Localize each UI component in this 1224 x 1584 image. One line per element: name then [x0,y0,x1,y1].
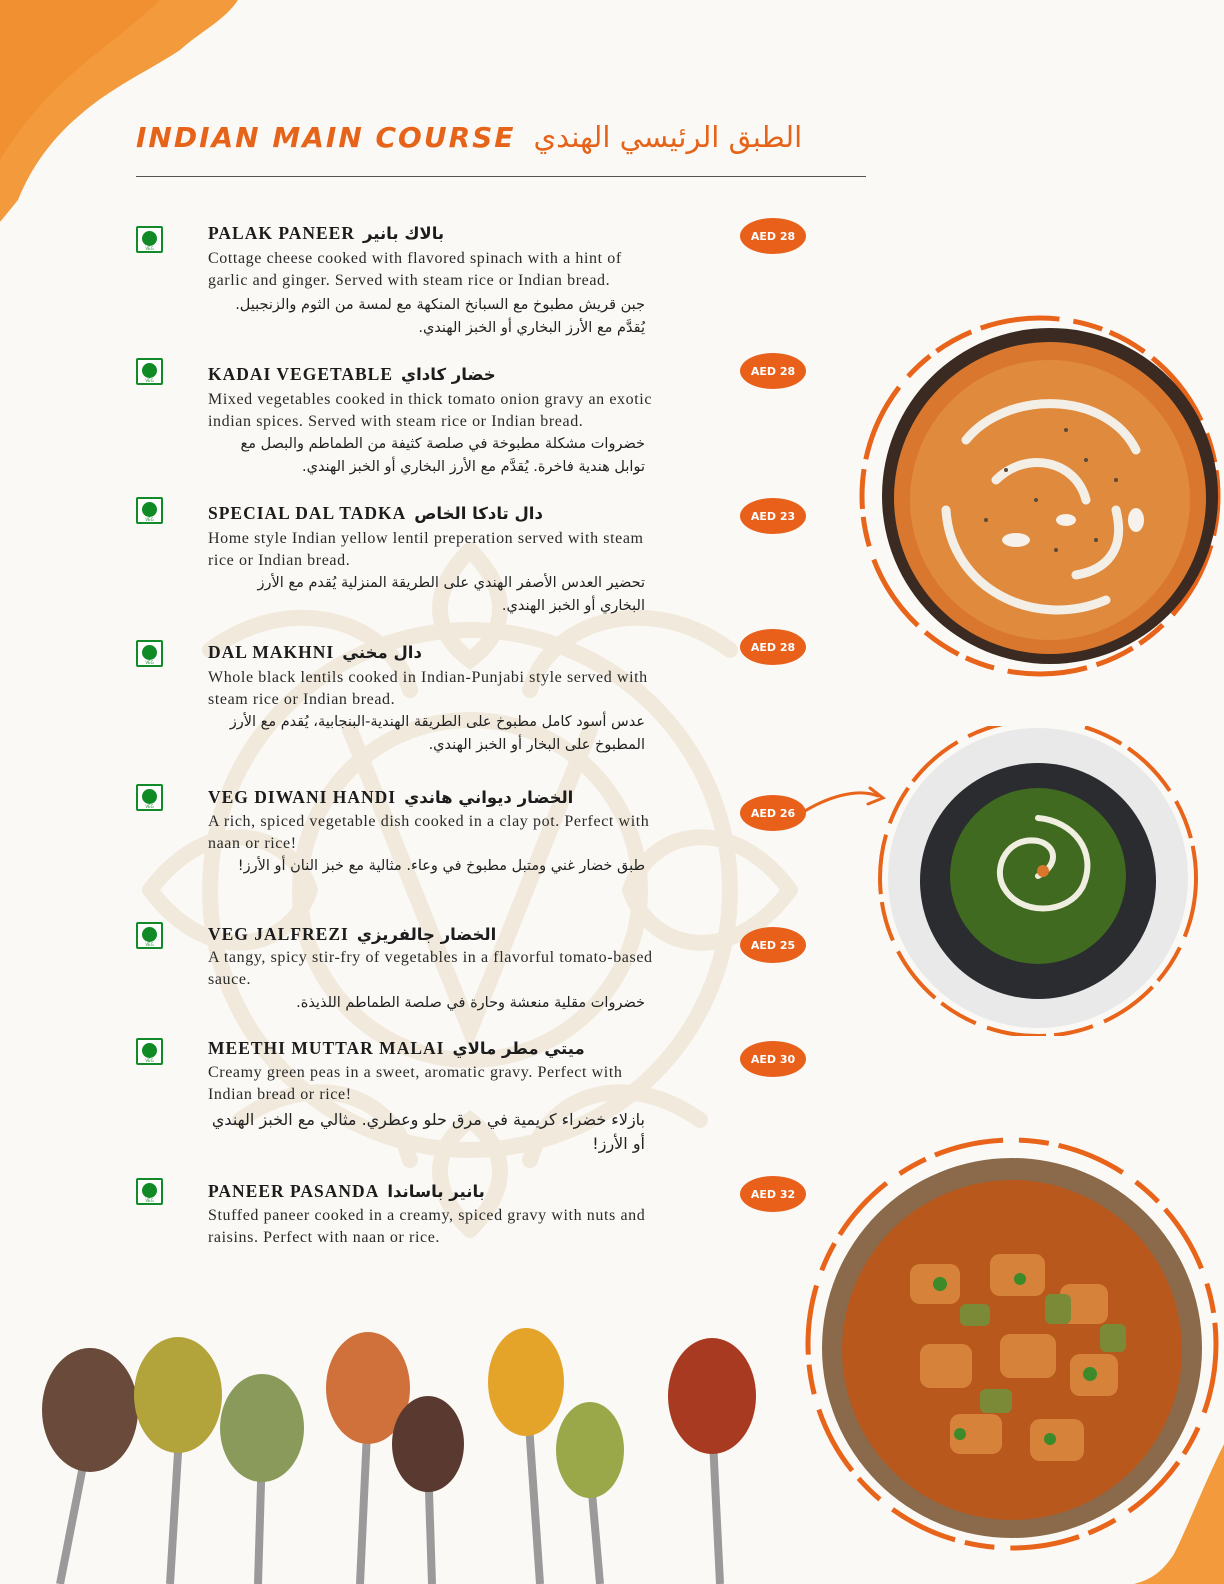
item-name: VEG JALFREZI الخضار جالفريزي [208,924,497,944]
price-badge: AED 28 [740,218,806,254]
curry-bowl-photo [856,310,1224,682]
price-badge: AED 32 [740,1176,806,1212]
item-description-en: Cottage cheese cooked with flavored spinach with a hint of garlic and ginger. Served with steam rice or Indian bread. [208,250,622,289]
item-description-en: Stuffed paneer cooked in a creamy, spiced gravy with nuts and raisins. Perfect with naan or rice. [208,1207,646,1246]
veg-icon: VEG [136,922,163,949]
price-badge: AED 28 [740,353,806,389]
item-name: PANEER PASANDA بانير باساندا [208,1181,485,1201]
item-name: VEG DIWANI HANDI الخضار ديواني هاندي [208,787,574,807]
veg-icon: VEG [136,497,163,524]
item-description-ar: عدس أسود كامل مطبوخ على الطريقة الهندية-البنجابية، يُقدم مع الأرز المطبوخ على البخار أو الخبز الهندي. [229,714,645,753]
item-description-ar: جبن قريش مطبوخ مع السبانخ المنكهة مع لمسة من الثوم والزنجبيل. يُقدَّم مع الأرز البخاري أو الخبز الهندي. [235,297,645,336]
item-description-en: A tangy, spicy stir-fry of vegetables in a flavorful tomato-based sauce. [208,949,653,988]
veg-icon: VEG [136,358,163,385]
item-description-en: Whole black lentils cooked in Indian-Punjabi style served with steam rice or Indian bread. [208,669,648,708]
item-description-en: Creamy green peas in a sweet, aromatic gravy. Perfect with Indian bread or rice! [208,1064,623,1103]
veg-icon: VEG [136,1178,163,1205]
item-description-en: Home style Indian yellow lentil preperation served with steam rice or Indian bread. [208,530,644,569]
veg-icon: VEG [136,226,163,253]
veg-icon: VEG [136,640,163,667]
price-badge: AED 28 [740,629,806,665]
item-name: KADAI VEGETABLE خضار كاداي [208,364,496,384]
page-title [136,112,866,162]
item-description-ar: خضروات مشكلة مطبوخة في صلصة كثيفة من الطماطم والبصل مع توابل هندية فاخرة. يُقدَّم مع الأرز البخاري أو الخبز الهندي. [240,436,645,475]
palak-bowl-photo [788,726,1216,1036]
title-divider [136,176,866,177]
item-description-en: A rich, spiced vegetable dish cooked in a clay pot. Perfect with naan or rice! [208,813,650,852]
price-badge: AED 25 [740,927,806,963]
veg-icon: VEG [136,1038,163,1065]
spice-spoons-decoration [0,1300,800,1584]
item-description-ar: بازلاء خضراء كريمية في مرق حلو وعطري. مثالي مع الخبز الهندي أو الأرز! [211,1110,645,1153]
price-badge: AED 26 [740,795,806,831]
item-description-ar: طبق خضار غني ومتبل مطبوخ في وعاء. مثالية مع خبز النان أو الأرز! [237,858,645,874]
item-description-ar: خضروات مقلية منعشة وحارة في صلصة الطماطم اللذيذة. [296,995,645,1011]
item-description-ar: تحضير العدس الأصفر الهندي على الطريقة المنزلية يُقدم مع الأرز البخاري أو الخبز الهندي. [257,575,645,614]
item-name: SPECIAL DAL TADKA دال تادكا الخاص [208,503,543,523]
item-name: PALAK PANEER بالاك بانير [208,223,445,243]
veg-icon: VEG [136,784,163,811]
item-name: DAL MAKHNI دال مخني [208,642,422,662]
title-english: INDIAN MAIN COURSE [136,120,516,154]
price-badge: AED 23 [740,498,806,534]
paneer-pot-photo [800,1134,1224,1554]
item-description-en: Mixed vegetables cooked in thick tomato onion gravy an exotic indian spices. Served with steam rice or Indian bread. [208,391,653,430]
item-name: MEETHI MUTTAR MALAI ميتي مطر مالاي [208,1038,585,1058]
price-badge: AED 30 [740,1041,806,1077]
title-arabic: الطبق الرئيسي الهندي [533,120,803,154]
